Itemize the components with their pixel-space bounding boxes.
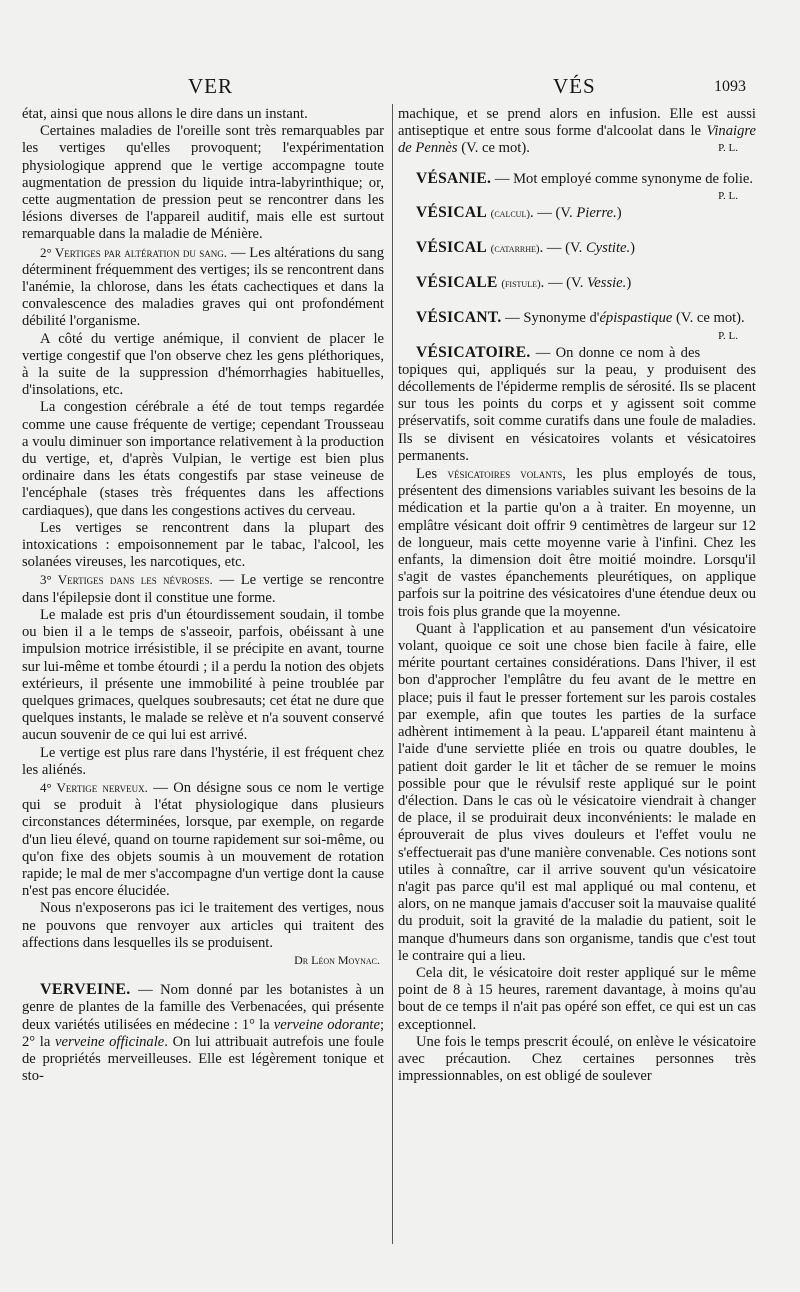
paragraph-certaines: Certaines maladies de l'oreille sont très remarquables par les vertiges qu'elles provoquent; l'expérimentation physiologique apprend que le vertige accompagne toute augmentation de pression du liquide intra-labyrinthique; or, cette augmentation de pression peut se rencontrer dans les lésions diverses de l'appareil auditif, mais elle est surtout remarquable dans la maladie de Ménière. [22, 123, 384, 243]
paragraph-volants: Les vésicatoires volants, les plus employés de tous, présentent des dimensions variables suivant les besoins de la médication et la partie qu'on a à traiter. En moyenne, un emplâtre vésicant doit offrir 9 centimètres de largeur sur 12 de longueur, mais cette moyenne varie à l'infini. Chez les enfants, la dimension doit être moitié moindre. Lorsqu'il s'agit de vastes épanchements pleurétiques, on applique parfois sur la poitrine des vésicatoires d'une étendue deux ou trois fois plus grande que la moyenne. [398, 466, 756, 620]
paragraph-cela: Cela dit, le vésicatoire doit rester appliqué sur le même point de 8 à 15 heures, rarement davantage, à moins qu'au bout de ce temps il n'ait pas opéré son effet, ce qui est un cas exceptionnel. [398, 964, 756, 1033]
verveine-officinale: verveine officinale [55, 1033, 165, 1050]
paragraph-nous: Nous n'exposerons pas ici le traitement des vertiges, nous ne pouvons que renvoyer aux articles qui traitent des affections dans lesquelles ils se produisent. [22, 900, 384, 951]
entry-vesical-calcul: VÉSICAL (calcul). — (V. Pierre.) [416, 203, 622, 221]
entry-vesicatoire: VÉSICATOIRE. — On donne ce nom à des topiques qui, appliqués sur la peau, y produisent des décollements de l'épiderme remplis de sérosité. Ils se placent sur tous les points du corps et y agissent soit comme préservatifs, soit comme curatifs dans une foule de maladies. Ils se divisent en vésicatoires volants et vésicatoires permanents. [398, 343, 756, 464]
section-3-paragraph [22, 571, 384, 606]
initials-pl: P. L. [718, 142, 738, 155]
header-left-word: VER [188, 74, 233, 98]
headword-vesanie: VÉSANIE. [416, 169, 492, 187]
section-2-text: — Les altérations du sang déterminent fréquemment des vertiges; ils se rencontrent dans l'anémie, la chlorose, dans les états cachectiques et dans la convalescence des maladies graves qui ont profondément débilité l'organisme. [22, 244, 384, 330]
paragraph-continuation: machique, et se prend alors en infusion. Elle est aussi antiseptique et entre sous forme d'alcoolat dans le Vinaigre de Pennès (V. ce mot). P. L. [398, 106, 756, 157]
initials-pl: P. L. [718, 189, 738, 202]
page-number: 1093 [714, 78, 746, 95]
section-3-text: — Le vertige se rencontre dans l'épilepsie dont il constitue une forme. [22, 572, 384, 606]
headword-vesical: VÉSICAL [416, 203, 488, 221]
headword-vesical: VÉSICAL [416, 239, 488, 257]
paragraph-congestion: La congestion cérébrale a été de tout temps regardée comme une cause fréquente de vertige; cependant Trousseau a voulu diminuer son importance relativement à la production du vertige, et, d'après Vulpian, le vertige est bien plus ordinaire dans les états congestifs par stase veineuse de l'encéphale (stases très fréquentes dans les affections cardiaques), que dans les congestions actives du cerveau. [22, 399, 384, 519]
paragraph-hysterie: Le vertige est plus rare dans l'hystérie, il est fréquent chez les aliénés. [22, 744, 384, 778]
vinaigre-de-pennes: Vinaigre de Pennès [398, 123, 756, 157]
headword-vesicale: VÉSICALE [416, 274, 498, 292]
paragraph-intoxications: Les vertiges se rencontrent dans la plupart des intoxications : empoisonnement par le tabac, l'alcool, les solanées vireuses, les narcotiques, etc. [22, 519, 384, 571]
paragraph-malade: Le malade est pris d'un étourdissement soudain, il tombe ou bien il a le temps de s'asseoir, parfois, obéissant à une impulsion motrice irrésistible, il se précipite en avant, tourne sur lui-même et tombe étourdi ; il a perdu la notion des objets extérieurs, il présente une immobilité à peine troublée par quelques grimaces, quelques soubresauts; cet état ne dure que quelques instants, le malade se relève et n'a souvent conservé aucun souvenir de ce qui lui est arrivé. [22, 606, 384, 744]
left-column [22, 106, 384, 1085]
entry-vesicale-fistule: VÉSICALE (fistule). — (V. Vessie.) [416, 274, 632, 292]
right-column [398, 106, 756, 1085]
paragraph-etat: état, ainsi que nous allons le dire dans un instant. [22, 106, 308, 122]
headword-verveine: VERVEINE. [40, 981, 131, 999]
section-2-paragraph [22, 244, 384, 331]
verveine-odorante: verveine odorante [273, 1016, 380, 1033]
section-2-label: 2° Vertiges par altération du sang. [40, 244, 228, 260]
header-right-word: VÉS [553, 74, 596, 98]
entry-vesicant: VÉSICANT. — Synonyme d'épispastique (V. ce mot). P. L. [398, 309, 756, 327]
paragraph-une-fois: Une fois le temps prescrit écoulé, on enlève le vésicatoire avec précaution. Chez certaines personnes très impressionnables, on est obligé de soulever [398, 1033, 756, 1085]
initials-pl: P. L. [718, 329, 738, 342]
section-4-paragraph [22, 779, 384, 900]
section-3-label: 3° Vertiges dans les névroses. [40, 572, 213, 588]
paragraph-a-cote: A côté du vertige anémique, il convient de placer le vertige congestif que l'on observe chez les gens pléthoriques, à la suite de la suppression d'hémorrhagies habituelles, d'insolations, etc. [22, 330, 384, 399]
section-4-label: 4° Vertige nerveux. [40, 779, 148, 795]
column-divider [392, 104, 393, 1244]
entry-vesanie: VÉSANIE. — Mot employé comme synonyme de folie. P. L. [398, 170, 756, 188]
author-signature: Dr Léon Moynac. [294, 952, 380, 967]
paragraph-quant: Quant à l'application et au pansement d'un vésicatoire volant, quoique ce soit une chose bien facile à faire, elle mérite pourtant certaines considérations. Dans l'hiver, il est bon d'approcher l'emplâtre du feu avant de le mettre en place; puis il faut le presser fortement sur les parois costales par exemple, afin que toutes les parties de la surface adhèrent intimement à la peau. L'appareil étant maintenu à l'aide d'une serviette pliée en trois ou quatre doubles, le patient doit garder le lit et tâcher de se remuer le moins possible pour que le révulsif reste appliqué sur le point d'élection. Dans le cas où le vésicatoire viendrait à changer de place, il se produirait deux inconvénients: le malade en éprouverait de plus vives douleurs et l'effet voulu ne s'effectuerait pas d'une manière convenable. Ces notions sont utiles à connaître, car il arrive souvent qu'un vésicatoire n'agit pas parce qu'il est mal appliqué ou mal contenu, et alors, on ne manque jamais d'accuser soit la mauvaise qualité du produit, soit la gravité de la maladie du patient, soit le manque d'humeurs dans son organisme, tandis que c'est tout le contraire qui a lieu. [398, 620, 756, 964]
headword-vesicatoire: VÉSICATOIRE. [416, 343, 531, 361]
entry-vesical-catarrhe: VÉSICAL (catarrhe). — (V. Cystite.) [416, 239, 636, 257]
entry-verveine: VERVEINE. — Nom donné par les botanistes à un genre de plantes de la famille des Verbenacées, qui présente deux variétés utilisées en médecine : 1° la verveine odorante; 2° la verveine officinale. On lui attribuait autrefois une foule de propriétés merveilleuses. Elle est légèrement tonique et sto- [22, 981, 385, 1085]
headword-vesicant: VÉSICANT. [416, 309, 502, 327]
running-header [0, 74, 800, 104]
section-4-text: — On désigne sous ce nom le vertige qui se produit à l'état physiologique dans plusieurs circonstances déterminées, lorsque, par exemple, on regarde d'un lieu élevé, quand on tourne rapidement sur soi-même, ou qu'on fixe des objets soumis à un mouvement de rotation rapide; le mal de mer s'accompagne d'un vertige dont la cause n'est pas encore élucidée. [22, 779, 384, 900]
